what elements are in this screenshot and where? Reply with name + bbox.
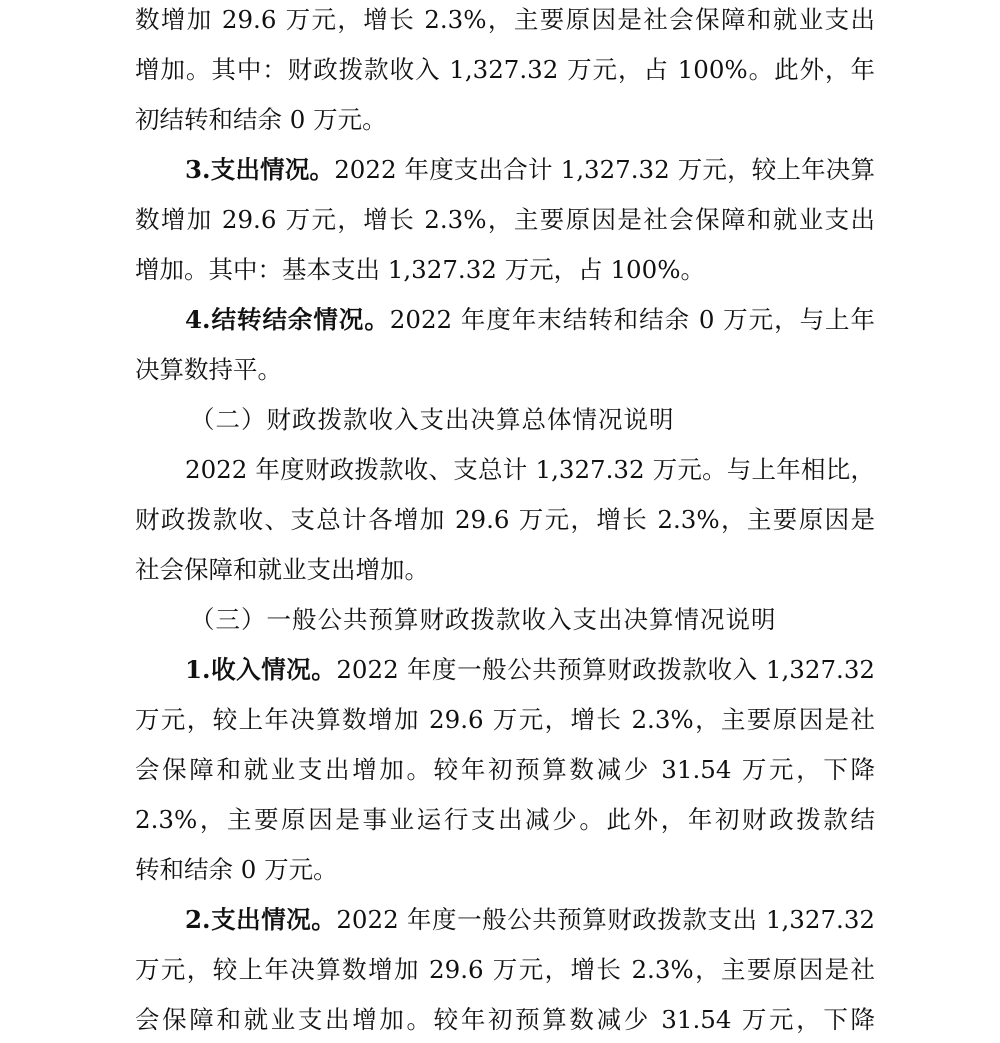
paragraph-text: 2022 年度支出合计 1,327.32 万元，较上年决算 xyxy=(334,155,875,184)
paragraph-text: 2022 年度一般公共预算财政拨款收入 1,327.32 xyxy=(336,655,876,684)
paragraph-line: 数增加 29.6 万元，增长 2.3%，主要原因是社会保障和就业支出 xyxy=(135,205,875,234)
paragraph-line: 2022 年度财政拨款收、支总计 1,327.32 万元。与上年相比， xyxy=(185,455,875,484)
paragraph-text: 2022 年度年末结转和结余 0 万元，与上年 xyxy=(389,305,875,334)
paragraph-line: 万元，较上年决算数增加 29.6 万元，增长 2.3%，主要原因是社 xyxy=(135,955,875,984)
section-expenditure-line xyxy=(185,155,875,185)
subheading-three: （三）一般公共预算财政拨款收入支出决算情况说明 xyxy=(190,605,777,634)
paragraph-line: 转和结余 0 万元。 xyxy=(135,855,338,884)
paragraph-line: 社会保障和就业支出增加。 xyxy=(135,555,429,584)
subheading-two: （二）财政拨款收入支出决算总体情况说明 xyxy=(190,405,675,434)
paragraph-line: 万元，较上年决算数增加 29.6 万元，增长 2.3%，主要原因是社 xyxy=(135,705,875,734)
paragraph-line: 会保障和就业支出增加。较年初预算数减少 31.54 万元，下降 xyxy=(135,755,875,784)
paragraph-line: 数增加 29.6 万元，增长 2.3%，主要原因是社会保障和就业支出 xyxy=(135,5,875,34)
section-heading-income: 1.收入情况。 xyxy=(185,655,337,684)
section-heading-expenditure-gpb: 2.支出情况。 xyxy=(185,905,337,934)
paragraph-line: 会保障和就业支出增加。较年初预算数减少 31.54 万元，下降 xyxy=(135,1005,875,1034)
section-income-line xyxy=(185,655,875,685)
paragraph-text: 2022 年度一般公共预算财政拨款支出 1,327.32 xyxy=(336,905,876,934)
section-heading-carryover: 4.结转结余情况。 xyxy=(185,305,390,334)
section-carryover-line xyxy=(185,305,875,335)
section-heading-expenditure: 3.支出情况。 xyxy=(185,155,335,184)
paragraph-line: 财政拨款收、支总计各增加 29.6 万元，增长 2.3%，主要原因是 xyxy=(135,505,875,534)
paragraph-line: 2.3%，主要原因是事业运行支出减少。此外，年初财政拨款结 xyxy=(135,805,875,834)
paragraph-line: 初结转和结余 0 万元。 xyxy=(135,105,387,134)
section-expenditure-gpb-line xyxy=(185,905,875,935)
paragraph-line: 决算数持平。 xyxy=(135,355,282,384)
paragraph-line: 增加。其中：基本支出 1,327.32 万元，占 100%。 xyxy=(135,255,706,284)
paragraph-line: 增加。其中：财政拨款收入 1,327.32 万元，占 100%。此外，年 xyxy=(135,55,875,84)
